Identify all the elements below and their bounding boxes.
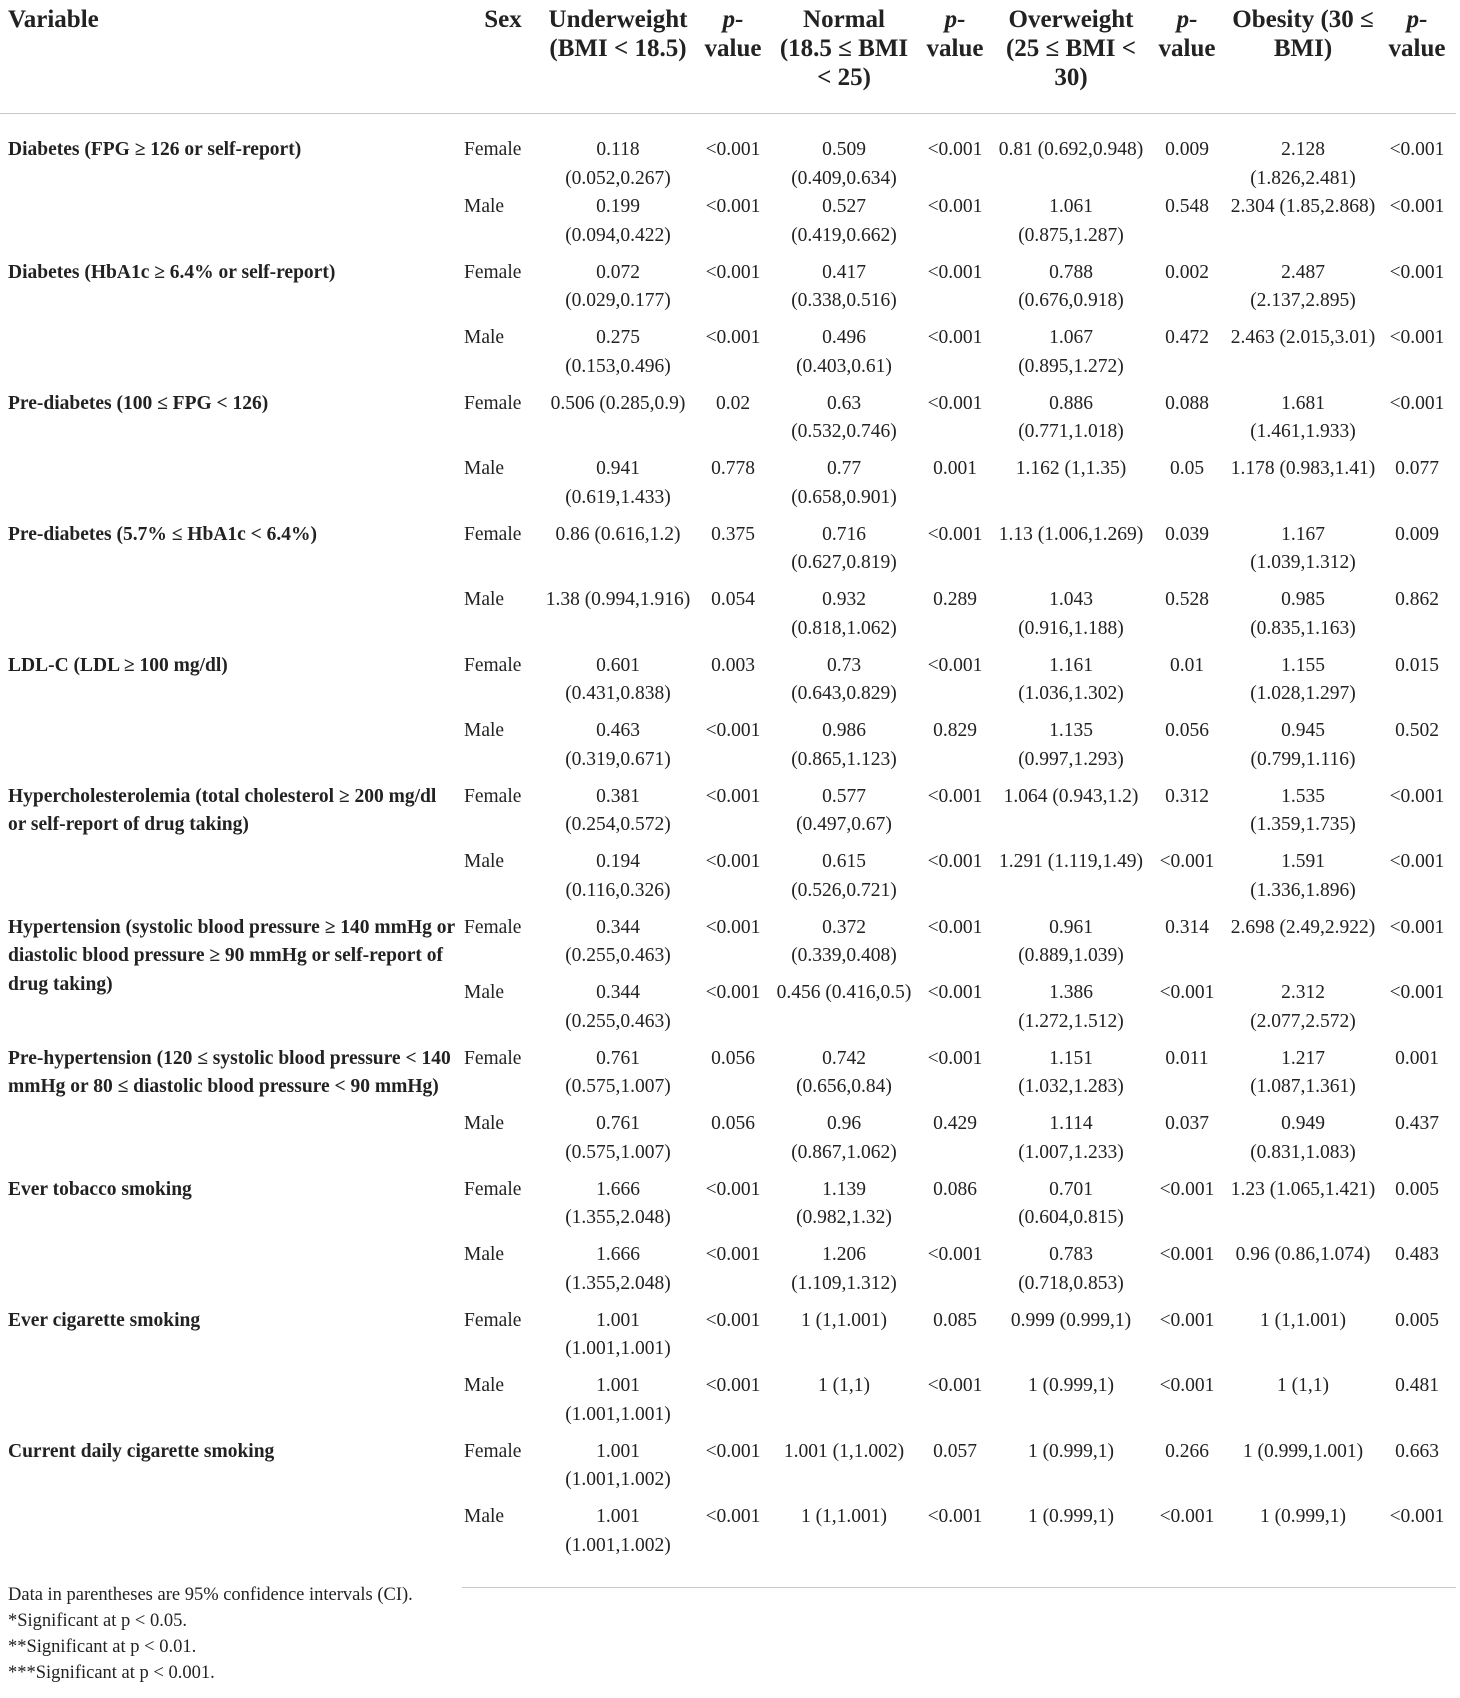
underweight-p-cell: 0.02 [715,392,751,414]
overweight-or-cell: 1.162 (1,1.35) [1015,458,1127,479]
normal-p-cell: 0.086 [933,1178,977,1200]
normal-p-cell: 0.057 [933,1440,977,1462]
underweight-p-cell: <0.001 [705,1244,761,1265]
obesity-or-cell: 1.535 (1.359,1.735) [1250,785,1356,835]
underweight-p-cell: <0.001 [705,139,761,160]
overweight-p-cell: 0.528 [1165,589,1209,610]
obesity-p-cell: 0.663 [1395,1440,1439,1462]
normal-p-cell: <0.001 [927,196,983,217]
normal-or-cell: 0.742 (0.656,0.84) [796,1047,892,1097]
sex-cell: Female [464,1047,522,1069]
obesity-or-cell: 2.463 (2.015,3.01) [1230,327,1376,348]
footnotes [8,1582,413,1686]
footnote: Data in parentheses are 95% confidence intervals (CI). [8,1585,413,1605]
underweight-or-cell: 0.463 (0.319,0.671) [565,720,671,770]
normal-p-cell: <0.001 [927,523,983,545]
header-normal: Normal (18.5 ≤ BMI < 25) [774,0,914,114]
overweight-or-cell: 0.788 (0.676,0.918) [1018,261,1124,311]
obesity-or-cell: 2.698 (2.49,2.922) [1230,916,1376,938]
header-overweight: Overweight (25 ≤ BMI < 30) [996,0,1146,114]
table-row [0,1438,1456,1504]
obesity-p-cell: 0.502 [1395,720,1439,741]
normal-or-cell: 0.96 (0.867,1.062) [791,1113,897,1163]
overweight-or-cell: 1 (0.999,1) [996,1503,1146,1587]
underweight-or-cell: 1.001 (1.001,1.001) [565,1375,671,1425]
obesity-p-cell: <0.001 [1389,851,1445,872]
value-label: value [704,35,762,62]
normal-p-cell: <0.001 [927,392,983,414]
overweight-or-cell: 1.13 (1.006,1.269) [998,523,1144,545]
obesity-or-cell: 0.96 (0.86,1.074) [1235,1244,1371,1265]
underweight-or-cell: 0.118 (0.052,0.267) [565,139,671,189]
normal-or-cell: 0.509 (0.409,0.634) [791,139,897,189]
value-label: value [1388,35,1446,62]
normal-or-cell: 1 (1,1) [818,1375,870,1396]
normal-p-cell: <0.001 [927,327,983,348]
underweight-or-cell: 0.275 (0.153,0.496) [565,327,671,377]
header-sex: Sex [462,0,544,114]
overweight-p-cell: 0.056 [1165,720,1209,741]
normal-or-cell: 0.615 (0.526,0.721) [791,851,897,901]
overweight-p-cell: 0.472 [1165,327,1209,348]
underweight-or-cell: 0.344 (0.255,0.463) [565,982,671,1032]
obesity-p-cell: <0.001 [1378,1503,1456,1587]
obesity-or-cell: 1.23 (1.065,1.421) [1230,1178,1376,1200]
overweight-p-cell: <0.001 [1159,1244,1215,1265]
sex-cell: Female [464,261,522,283]
normal-p-cell: 0.429 [933,1113,977,1134]
underweight-or-cell: 0.344 (0.255,0.463) [565,916,671,966]
normal-or-cell: 0.716 (0.627,0.819) [791,523,897,573]
normal-p-cell: <0.001 [927,851,983,872]
underweight-or-cell: 0.941 (0.619,1.433) [565,458,671,508]
underweight-p-cell: 0.056 [711,1113,755,1134]
normal-or-cell: 0.456 (0.416,0.5) [776,982,912,1003]
normal-p-cell: <0.001 [927,654,983,676]
normal-or-cell: 0.417 (0.338,0.516) [791,261,897,311]
overweight-p-cell: 0.088 [1165,392,1209,414]
table-body [0,114,1456,1588]
overweight-p-cell: 0.314 [1165,916,1209,938]
p-label: p- [1176,6,1198,33]
overweight-p-cell: 0.009 [1165,139,1209,160]
normal-or-cell: 0.932 (0.818,1.062) [791,589,897,639]
underweight-or-cell: 0.761 (0.575,1.007) [565,1113,671,1163]
variable-cell: Pre-diabetes (5.7% ≤ HbA1c < 6.4%) [8,523,318,545]
variable-cell: Ever cigarette smoking [8,1309,201,1331]
footnote: *Significant at p < 0.05. [8,1611,187,1631]
normal-p-cell: <0.001 [927,261,983,283]
overweight-p-cell: 0.548 [1165,196,1209,217]
obesity-p-cell: 0.437 [1395,1113,1439,1134]
underweight-p-cell: <0.001 [705,1309,761,1331]
normal-or-cell: 1 (1,1.001) [774,1503,914,1587]
table-row [0,390,1456,456]
obesity-or-cell: 1.167 (1.039,1.312) [1250,523,1356,573]
underweight-p-cell: 0.054 [711,589,755,610]
normal-p-cell: <0.001 [927,1047,983,1069]
value-label: value [1158,35,1216,62]
header-obesity: Obesity (30 ≤ BMI) [1228,0,1378,114]
overweight-or-cell: 1 (0.999,1) [1027,1375,1115,1396]
overweight-p-cell: 0.312 [1165,785,1209,807]
obesity-p-cell: <0.001 [1389,139,1445,160]
normal-p-cell: 0.289 [933,589,977,610]
normal-or-cell: 1.206 (1.109,1.312) [791,1244,897,1294]
obesity-p-cell: 0.005 [1395,1309,1439,1331]
table-row [0,1176,1456,1242]
header-p-value [692,0,774,114]
sex-cell: Male [464,1113,505,1134]
obesity-p-cell: 0.001 [1395,1047,1439,1069]
normal-or-cell: 0.986 (0.865,1.123) [791,720,897,770]
underweight-or-cell: 0.072 (0.029,0.177) [565,261,671,311]
header-variable: Variable [0,0,462,114]
underweight-p-cell: <0.001 [705,261,761,283]
overweight-or-cell: 1.151 (1.032,1.283) [1018,1047,1124,1097]
underweight-p-cell: <0.001 [705,327,761,348]
obesity-or-cell: 1 (1,1) [1277,1375,1329,1396]
normal-or-cell: 0.496 (0.403,0.61) [796,327,892,377]
obesity-p-cell: 0.862 [1395,589,1439,610]
obesity-or-cell: 1 (1,1.001) [1259,1309,1347,1331]
underweight-or-cell: 0.506 (0.285,0.9) [550,392,686,414]
underweight-p-cell: <0.001 [705,1375,761,1396]
sex-cell: Male [462,1503,544,1587]
normal-or-cell: 1 (1,1.001) [800,1309,888,1331]
overweight-or-cell: 1.064 (0.943,1.2) [1003,785,1139,807]
obesity-p-cell: <0.001 [1389,982,1445,1003]
table-row [0,114,1456,194]
underweight-p-cell: <0.001 [705,1440,761,1462]
normal-p-cell: <0.001 [914,1503,996,1587]
overweight-or-cell: 1 (0.999,1) [1027,1440,1115,1462]
overweight-p-cell: <0.001 [1159,851,1215,872]
obesity-or-cell: 2.487 (2.137,2.895) [1250,261,1356,311]
sex-cell: Male [464,589,505,610]
underweight-or-cell: 1.666 (1.355,2.048) [565,1244,671,1294]
sex-cell: Male [464,1375,505,1396]
normal-or-cell: 0.372 (0.339,0.408) [791,916,897,966]
overweight-or-cell: 1.114 (1.007,1.233) [1018,1113,1124,1163]
normal-or-cell: 0.527 (0.419,0.662) [791,196,897,246]
table-row [0,914,1456,980]
variable-cell: Ever tobacco smoking [8,1178,192,1200]
sex-cell: Male [464,720,505,741]
p-label: p- [944,6,966,33]
obesity-or-cell: 1 (0.999,1.001) [1242,1440,1364,1462]
sex-cell: Male [464,196,505,217]
overweight-or-cell: 0.701 (0.604,0.815) [1018,1178,1124,1228]
header-p-value [1378,0,1456,114]
table-row [0,652,1456,718]
sex-cell: Male [464,982,505,1003]
obesity-p-cell: <0.001 [1389,785,1445,807]
normal-or-cell: 1.139 (0.982,1.32) [796,1178,892,1228]
normal-p-cell: 0.001 [933,458,977,479]
underweight-or-cell: 0.86 (0.616,1.2) [555,523,681,545]
header-p-value [914,0,996,114]
variable-cell: Hypertension (systolic blood pressure ≥ 140 mmHg or diastolic blood pressure ≥ 90 mmHg or self-report of drug taking) [8,916,455,995]
sex-cell: Male [464,1244,505,1265]
underweight-p-cell: <0.001 [705,851,761,872]
normal-p-cell: 0.829 [933,720,977,741]
normal-p-cell: <0.001 [927,916,983,938]
variable-cell: Diabetes (HbA1c ≥ 6.4% or self-report) [8,261,336,283]
underweight-or-cell: 1.38 (0.994,1.916) [545,589,691,610]
obesity-or-cell: 1.217 (1.087,1.361) [1250,1047,1356,1097]
value-label: value [926,35,984,62]
normal-p-cell: <0.001 [927,785,983,807]
underweight-p-cell: 0.056 [711,1047,755,1069]
overweight-p-cell: 0.002 [1165,261,1209,283]
underweight-or-cell: 1.001 (1.001,1.001) [565,1309,671,1359]
overweight-or-cell: 1.161 (1.036,1.302) [1018,654,1124,704]
normal-or-cell: 0.63 (0.532,0.746) [791,392,897,442]
obesity-or-cell: 1.591 (1.336,1.896) [1250,851,1356,901]
sex-cell: Female [464,1178,522,1200]
normal-or-cell: 0.577 (0.497,0.67) [796,785,892,835]
sex-cell: Female [464,392,522,414]
variable-cell: Current daily cigarette smoking [8,1440,275,1462]
obesity-or-cell: 1.178 (0.983,1.41) [1230,458,1376,479]
obesity-or-cell: 1.681 (1.461,1.933) [1250,392,1356,442]
table-row [0,521,1456,587]
sex-cell: Female [464,523,522,545]
overweight-or-cell: 1.067 (0.895,1.272) [1018,327,1124,377]
obesity-p-cell: 0.009 [1395,523,1439,545]
header-row [0,0,1456,114]
variable-cell: Pre-diabetes (100 ≤ FPG < 126) [8,392,269,414]
obesity-p-cell: <0.001 [1389,327,1445,348]
sex-cell: Female [464,139,522,160]
obesity-p-cell: <0.001 [1389,392,1445,414]
underweight-or-cell: 1.666 (1.355,2.048) [565,1178,671,1228]
underweight-or-cell: 0.381 (0.254,0.572) [565,785,671,835]
sex-cell: Male [464,458,505,479]
obesity-p-cell: <0.001 [1389,916,1445,938]
overweight-p-cell: 0.037 [1165,1113,1209,1134]
obesity-or-cell: 1 (0.999,1) [1228,1503,1378,1587]
header-p-value [1146,0,1228,114]
overweight-or-cell: 0.81 (0.692,0.948) [998,139,1144,160]
overweight-p-cell: 0.01 [1169,654,1205,676]
variable-cell: Hypercholesterolemia (total cholesterol ≥ 200 mg/dl or self-report of drug taking) [8,785,437,835]
normal-p-cell: <0.001 [927,1375,983,1396]
sex-cell: Female [464,1309,522,1331]
underweight-p-cell: 0.375 [711,523,755,545]
underweight-or-cell: 1.001 (1.001,1.002) [544,1503,692,1587]
underweight-p-cell: <0.001 [705,785,761,807]
sex-cell: Female [464,1440,522,1462]
overweight-p-cell: <0.001 [1159,1309,1215,1331]
underweight-p-cell: <0.001 [705,196,761,217]
overweight-p-cell: <0.001 [1146,1503,1228,1587]
overweight-or-cell: 1.135 (0.997,1.293) [1018,720,1124,770]
overweight-p-cell: 0.039 [1165,523,1209,545]
obesity-p-cell: 0.483 [1395,1244,1439,1265]
variable-cell: LDL-C (LDL ≥ 100 mg/dl) [8,654,228,676]
normal-or-cell: 0.73 (0.643,0.829) [791,654,897,704]
variable-cell: Diabetes (FPG ≥ 126 or self-report) [8,139,302,160]
normal-p-cell: <0.001 [927,1244,983,1265]
underweight-or-cell: 0.199 (0.094,0.422) [565,196,671,246]
underweight-p-cell: <0.001 [705,720,761,741]
underweight-p-cell: <0.001 [705,982,761,1003]
sex-cell: Female [464,916,522,938]
overweight-or-cell: 0.999 (0.999,1) [1010,1309,1132,1331]
underweight-or-cell: 0.761 (0.575,1.007) [565,1047,671,1097]
obesity-or-cell: 0.945 (0.799,1.116) [1250,720,1356,770]
underweight-p-cell: 0.003 [711,654,755,676]
overweight-p-cell: 0.266 [1165,1440,1209,1462]
underweight-p-cell: <0.001 [705,1178,761,1200]
footnote: ***Significant at p < 0.001. [8,1663,215,1683]
normal-p-cell: <0.001 [927,982,983,1003]
normal-p-cell: <0.001 [927,139,983,160]
obesity-or-cell: 1.155 (1.028,1.297) [1250,654,1356,704]
underweight-p-cell: <0.001 [705,916,761,938]
normal-or-cell: 1.001 (1,1.002) [783,1440,905,1462]
sex-cell: Female [464,654,522,676]
underweight-or-cell: 0.601 (0.431,0.838) [565,654,671,704]
obesity-or-cell: 2.304 (1.85,2.868) [1230,196,1376,217]
overweight-or-cell: 0.886 (0.771,1.018) [1018,392,1124,442]
table-row [0,783,1456,849]
table-row [0,259,1456,325]
table-row [0,1045,1456,1111]
obesity-p-cell: <0.001 [1389,261,1445,283]
table-row [0,1307,1456,1373]
overweight-p-cell: <0.001 [1159,1178,1215,1200]
underweight-or-cell: 0.194 (0.116,0.326) [565,851,671,901]
sex-cell: Female [464,785,522,807]
footnote: **Significant at p < 0.01. [8,1637,197,1657]
underweight-or-cell: 1.001 (1.001,1.002) [565,1440,671,1490]
obesity-p-cell: 0.481 [1395,1375,1439,1396]
obesity-or-cell: 0.985 (0.835,1.163) [1250,589,1356,639]
sex-cell: Male [464,851,505,872]
underweight-p-cell: 0.778 [711,458,755,479]
obesity-p-cell: 0.077 [1395,458,1439,479]
obesity-or-cell: 2.312 (2.077,2.572) [1250,982,1356,1032]
normal-p-cell: 0.085 [933,1309,977,1331]
sex-cell: Male [464,327,505,348]
obesity-p-cell: 0.015 [1395,654,1439,676]
overweight-or-cell: 0.783 (0.718,0.853) [1018,1244,1124,1294]
overweight-p-cell: 0.011 [1165,1047,1209,1069]
overweight-or-cell: 0.961 (0.889,1.039) [1018,916,1124,966]
overweight-p-cell: <0.001 [1159,1375,1215,1396]
underweight-p-cell: <0.001 [692,1503,774,1587]
overweight-p-cell: <0.001 [1159,982,1215,1003]
normal-or-cell: 0.77 (0.658,0.901) [791,458,897,508]
obesity-p-cell: 0.005 [1395,1178,1439,1200]
obesity-or-cell: 0.949 (0.831,1.083) [1250,1113,1356,1163]
obesity-p-cell: <0.001 [1389,196,1445,217]
variable-cell: Pre-hypertension (120 ≤ systolic blood pressure < 140 mmHg or 80 ≤ diastolic blood pressure < 90 mmHg) [8,1047,451,1097]
overweight-or-cell: 1.043 (0.916,1.188) [1018,589,1124,639]
overweight-or-cell: 1.061 (0.875,1.287) [1018,196,1124,246]
header-underweight: Underweight (BMI < 18.5) [544,0,692,114]
overweight-p-cell: 0.05 [1169,458,1205,479]
obesity-or-cell: 2.128 (1.826,2.481) [1250,139,1356,189]
p-label: p- [1406,6,1428,33]
p-label: p- [722,6,744,33]
overweight-or-cell: 1.291 (1.119,1.49) [999,851,1143,872]
overweight-or-cell: 1.386 (1.272,1.512) [1018,982,1124,1032]
